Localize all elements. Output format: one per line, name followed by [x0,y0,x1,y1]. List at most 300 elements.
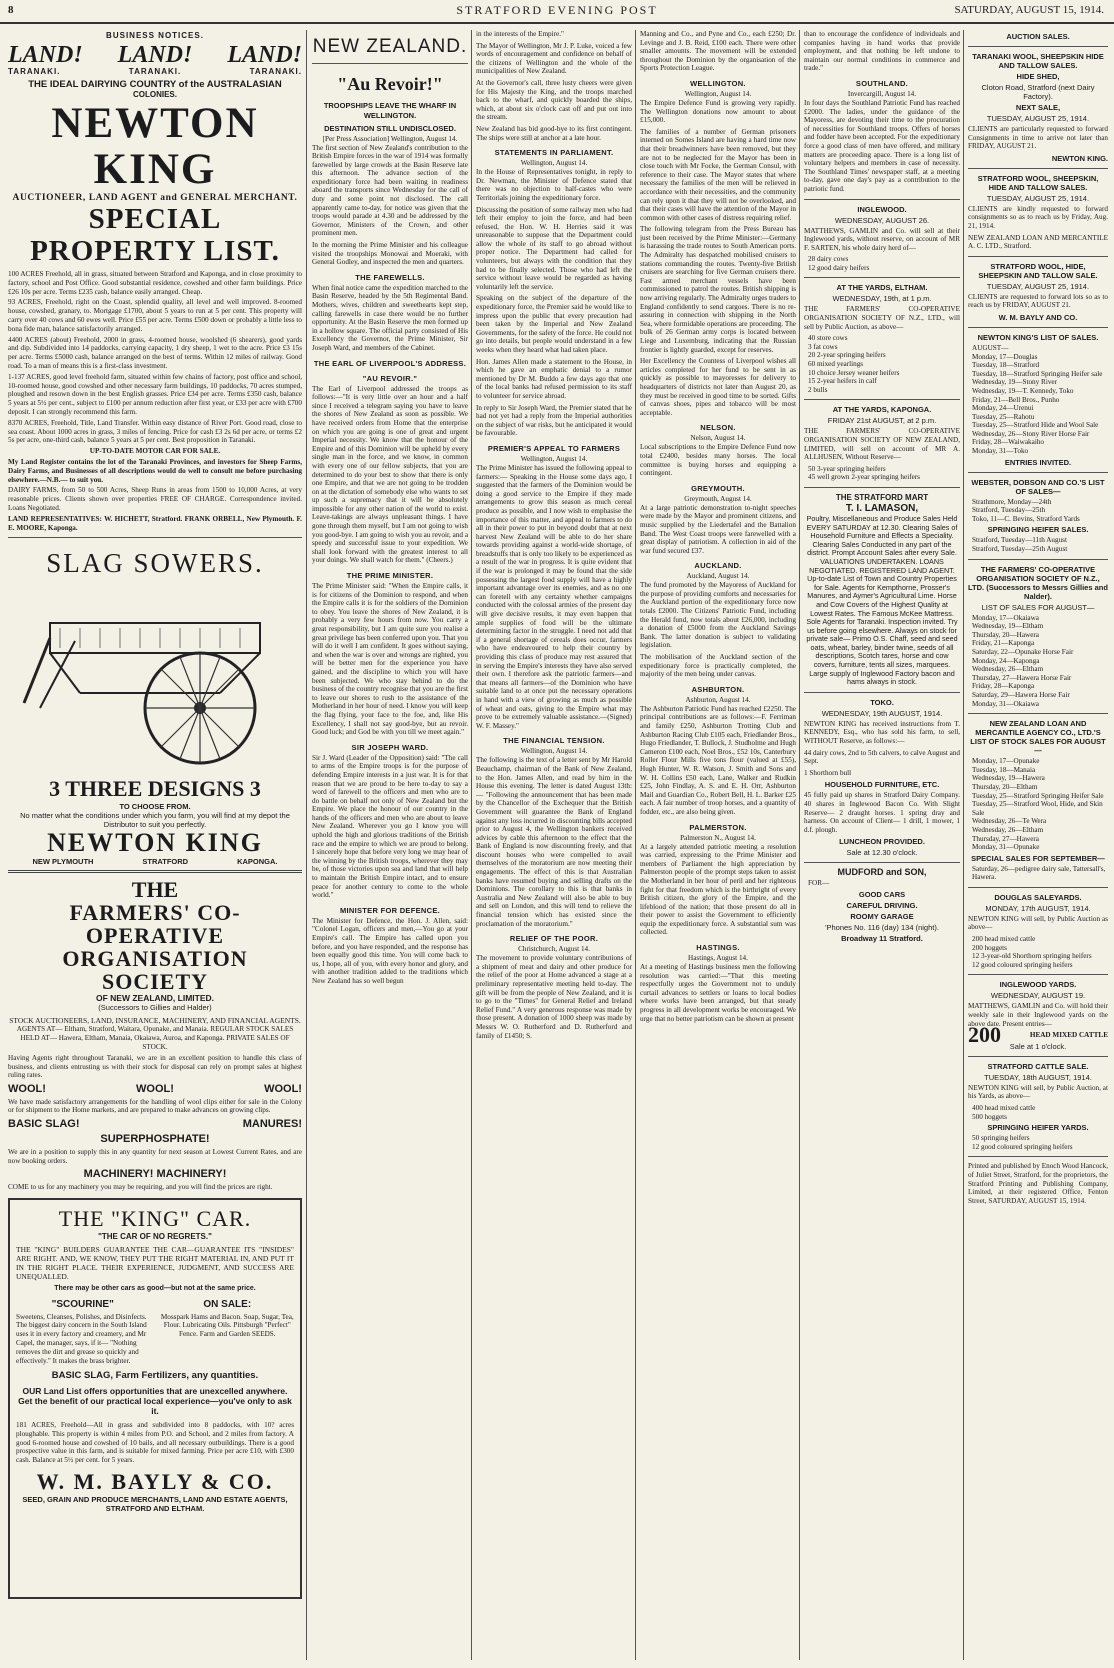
property-listings [8,270,302,532]
divider [968,559,1108,560]
column-6-auction-sales [968,30,1108,1660]
sale-entry: Friday, 21—Kaponga [972,639,1035,648]
sale-date: TUESDAY, 18th AUGUST, 1914. [984,1072,1092,1082]
mudford-heading: MUDFORD and SON, [837,867,927,878]
article-paragraph: At a large patriotic demonstration to-night speeches were made by the Mayor and prominent citizens, and music supplied by the Liedertafel and the Battalion Band. The West Coast troops were farewelled with a great display of patriotism. A collection in aid of the war fund secured £37. [640,503,796,555]
section-heading: AUCKLAND. [694,561,742,571]
sale-entry: Toko, 11—C. Bevins, Stratford Yards [972,514,1080,523]
broadway: Broadway 11 Stratford. [841,933,923,943]
sale-entry: Saturday, 29—Hawera Horse Fair [972,690,1070,699]
stratford-mart-heading: THE STRATFORD MART [835,492,929,502]
signature: NEWTON KING. [1051,153,1108,163]
slag-sower-illustration [20,583,290,773]
sale-item: 2 bulls [808,385,828,394]
sale-item: 12 good coloured springing heifers [972,1142,1073,1151]
section-heading: RELIEF OF THE POOR. [509,934,599,944]
sale-text: 45 fully paid up shares in Stratford Dairy Company. 40 shares in Inglewood Bacon Co. With Slight Reserve— 2 draught horses. 1 spring dray and harness. On account of Client— 1 drill, 1 mower, 1 d.f. plough. [804,791,960,834]
sale-entry: Thursday, 27—Hawera [972,834,1039,843]
article-paragraph: In four days the Southland Patriotic Fund has reached £2000. The ladies, under the guidance of the Mayoress, are devoting their time to the procuration of necessities for Southland troops. Offers of horses and fodder have been accepted. For the expeditionary force a good class of men have offered, and military matters are proceeding apace. There is a long list of voluntary helpers and members in case of necessity. The Southland Times' newspaper staff, at a meeting to-day, gave one day's pay as a contribution to the patriotic fund. [804,98,960,193]
article-paragraph: Speaking on the subject of the departure of the expeditionary force, the Premier said he would like to impress upon the public that every precaution had been taken by the Imperial and New Zealand Governments, for the safety of the force. He could not go into details, but people would understand in a few weeks when they heard what had taken place. [476,294,632,354]
next-sale: NEXT SALE, [1015,103,1061,112]
machinery-text: COME to us for any machinery you may be requiring, and you will find the prices are right. [8,1183,273,1192]
luncheon: LUNCHEON PROVIDED. [839,837,925,847]
sale-date: WEDNESDAY, AUGUST 19. [990,991,1086,1001]
divider [968,887,1108,888]
article-paragraph: The following is the text of a letter sent by Mr Harold Beauchamp, chairman of the Bank of New Zealand, to the Hon. James Allen, and read by him in the House this evening. The letter is dated August 13th:— "Following the announcement that has been made by the Chancellor of the Exchequer that the British Government will guarantee the Bank of England against any loss incurred in discounting bills accepted prior to August 4, the Wellington bankers received advices by cable this afternoon to the effect that the Bank of England is now discounting freely, and that discount houses who were compelled to avail themselves of the moratorium are now meeting their engagements. The effect of this is that Australian banks have resumed buying and selling drafts on the Dominions. The corollary to this is that banks in Australia and New Zealand will also be able to buy and sell on London, and this will tend to relieve the financial tension which has existed since the proclamation of the moratorium." [476,756,632,928]
dateline: Auckland, August 14. [686,572,750,581]
sale-entry: Wednesday, 26—Stony River Horse Fair [972,429,1090,438]
sale-time: Sale at 1 o'clock. [1009,1041,1067,1051]
sale-entry: Tuesday, 25—Rahotu [972,412,1035,421]
article-paragraph: When final notice came the expedition marched to the Basin Reserve, headed by the 5th Regimental Band. Mothers, wives, children and sweethearts kept step, calling farewells in case there would be no further opportunity. At the Basin Reserve the men formed up in a hollow square. The official party consisted of His Excellency the Governor, the Prime Minister, Sir Joseph Ward, and members of the Cabinet. [312,283,468,352]
having-agents-text: Having Agents right throughout Taranaki, we are in an excellent position to handle this class of business, and clients entrusting us with their stock for disposal can rely on prompt sales at highest ruling rates. [8,1054,302,1080]
masthead [0,0,1114,24]
sale-date: TUESDAY, AUGUST 25, 1914. [986,281,1090,291]
phones: 'Phones No. 116 (day) 134 (night). [825,922,939,932]
imprint: Printed and published by Enoch Wood Hancock, of Juliet Street, Stratford, for the proprietors, the Stratford Printing and Publishing Company, Limited, at their registered Office, Fenton Street, SATURDAY, AUGUST 15, 1914. [968,1162,1108,1205]
three-designs: 3 THREE DESIGNS 3 [49,776,261,802]
agents-text: AGENTS AT— Eltham, Stratford, Waitara, Opunake, and Manaia. REGULAR STOCK SALES HELD AT— Hawera, Eltham, Manaia, Okaiawa, Auroa, and Kaponga. PRIVATE SALES OF STOCK. [16,1025,294,1051]
taranaki-banner [8,67,302,76]
reps-label: LAND REPRESENTATIVES: [8,514,102,523]
scourine-block [16,1298,149,1366]
cattle-label: HEAD MIXED CATTLE [1029,1031,1108,1040]
king-car-advertisement [8,1198,302,1599]
article-paragraph: The following telegram from the Press Bureau has just been received by the Prime Minister:—Germany is harassing the trade routes to South American ports. The Admiralty has despatched mobilised cruisers to stations commanding the routes. Twenty-five British cruisers are searching for five German cruisers there. Fast armed merchant vessels have been commissioned to patrol the routes. British shipping is now arriving regularly. The Admiralty urges traders to England confidently to send cargoes. There is no re-assuring in connection with shipping in the North Sea, where formidable operations are proceeding. The bulk of 26 German army corps is located between Liege and Luxemburg, indicating that the Russian frontier is lightly guarded, except for reserves. [640,225,796,354]
seed-merchants-line: SEED, GRAIN AND PRODUCE MERCHANTS, LAND AND ESTATE AGENTS, STRATFORD AND ELTHAM. [22,1495,288,1514]
sale-heading: SPRINGING HEIFER SALES. [987,525,1089,535]
column-4-news [640,30,796,1660]
list-label: LIST OF SALES FOR AUGUST— [981,602,1095,612]
section-heading: THE FINANCIAL TENSION. [503,736,605,746]
the-word: THE [131,877,179,903]
article-paragraph: At a largely attended patriotic meeting a resolution was carried, expressing to the Prime Minister and members of Parliament the high appreciation by Palmerston people of the prompt steps taken to assist the Motherland in her hour of peril and her righteous fight for that freedom which is the birthright of every British citizen, the glory of the Empire, and the lifeblood of the nation; that those present do all in their power to assist the Government to efficiently equip the expeditionary force. A substantial sum was collected. [640,842,796,937]
sale-text: MATTHEWS, GAMLIN and Co. will sell at their Inglewood yards, without reserve, on account of MR F. SARTEN, his whole dairy herd of— [804,226,960,252]
sale-heading: AT THE YARDS, KAPONGA. [832,405,932,415]
divider [968,1156,1108,1157]
destination-heading: DESTINATION STILL UNDISCLOSED. [324,124,456,133]
issue-date: SATURDAY, AUGUST 15, 1914. [954,4,1104,16]
sale-item: 200 hoggets [972,943,1007,952]
sale-text: THE FARMERS' CO-OPERATIVE ORGANISATION SOCIETY OF N.Z., LTD., will sell by Public Auction, as above— [804,305,960,331]
section-heading: THE EARL OF LIVERPOOL'S ADDRESS. [313,358,467,368]
sale-entry: Monday, 17—Douglas [972,352,1038,361]
article-paragraph: The fund promoted by the Mayoress of Auckland for the purpose of providing comforts and necessaries for the Auckland portion of the expeditionary force now totals £2000. The Citizens' Patriotic Fund, including the Herald fund, now totals about £26,000, including a donation of £5000 from the Auckland Savings Bank. The latter donation is subject to validating legislation. [640,581,796,650]
sale-entry: Monday, 17—Okaiawa [972,613,1039,622]
sale-entry: Wednesday, 26—Eltham [972,665,1044,674]
article-paragraph: The Prime Minister said: "When the Empire calls, it is for citizens of the Dominion to respond, and when the Empire calls it is for the soldiers of the Dominion to obey. You leave the shores of New Zealand, it is probably a very few hours from now. You carry a great responsibility, but I am quite sure you realise a great privilege has been conferred upon you. That you will do it well I am confident. It goes without saying, and when the war is over and wrongs are righted, you will be better men for the experience you have gained, and the discipline to which you will have been subjected. We who stay behind to do the business of the country recognise that you are the first to leave our shores to rush to the assistance of the Motherland in her hour of need. I know you will keep the flag flying, your face to the foe, and, like His Excellency, I shall not say good-bye, but au revoir. Good luck; and God be with you till we meet again." [312,582,468,737]
sale-heading: DOUGLAS SALEYARDS. [994,892,1082,902]
listing: 4400 ACRES (about) Freehold, 2000 in grass, 4-roomed house, woolshed (6 shearers), good yards and dip. Subdivided into 14 paddocks, carrying capacity, 1 dry sheep, 1 wet to the acre. Price £3 15s per acre. Terms £5000 cash, balance arranged on the best of terms. Within 12 miles of railway. Good road. To a man of means this is a first-class investment. [8,335,302,370]
column-3-news [476,30,632,1660]
sale-entry: Thursday, 20—Hawera [972,630,1039,639]
sale-date: TUESDAY, AUGUST 25, 1914. [986,114,1090,123]
column-rule [963,30,964,1660]
sale-item: 1 Shorthorn bull [804,768,852,777]
signature: W. M. BAYLY AND CO. [998,312,1078,322]
on-sale-block [161,1298,294,1366]
sale-text: CLIENTS are particularly requested to forward Consignments in time to arrive not later than FRIDAY, AUGUST 21. [968,125,1108,151]
sale-heading: TARANAKI WOOL, SHEEPSKIN HIDE AND TALLOW SALES. [972,52,1104,70]
new-zealand-heading: NEW ZEALAND. [312,36,468,57]
section-heading: SIR JOSEPH WARD. [351,742,429,752]
sale-item: 3 fat cows [808,342,838,351]
sale-heading: THE FARMERS' CO-OPERATIVE ORGANISATION SOCIETY OF N.Z., LTD. (Successors to Messrs Gillies and Nalder). [968,564,1108,601]
sale-entry: Tuesday, 18—Manaia [972,765,1036,774]
sale-heading: INGLEWOOD. [857,204,907,214]
manures-banner [8,1118,302,1130]
divider [804,277,960,278]
acres-181-text: 181 ACRES, Freehold—All in grass and subdivided into 8 paddocks, with 10? acres ploughable. This property is within 4 miles from P.O. and School, and 2 miles from factory. A good 6-roomed house and cowshed of 10 bails, and all necessary outbuildings. There is a good prospective value in this farm, and is suitable for mixed farming. Price per acre £10, with £300 cash. Balance at 5½ per cent. for 5 years. [16,1421,294,1464]
mart-text: Poultry, Miscellaneous and Produce Sales Held EVERY SATURDAY at 12.30. Clearing Sales of Household Furniture and Effects a Speciality. Clearing Sales Conducted in any part of the district. Prompt Account Sales after every Sale. VALUATIONS UNDERTAKEN. LOANS NEGOTIATED. REGISTERED LAND AGENT. Up-to-date List of Town and Country Properties for Sale. Agents for Kempthorne, Prosser's Manures, and Aymer's Agricultural Lime. Horse and Cow Covers of the Highest Quality at Lowest Rates. The Famous McKee Mattress. Sole Agents for Taranaki. Inspection invited. Try us before going elsewhere. Always on stock for private sale— Primo O.S. Chaff, seed and seed oats, wheat, barley, binder twine, seeds of all descriptions, Scotch tares, horse and cow covers, furniture, tents all sizes, marquees. Large supply of Inglewood Factory bacon and hams always in stock. [806,513,958,687]
sale-item: 10 choice Jersey weaner heifers [808,368,900,377]
sale-entry: Monday, 17—Opunake [972,757,1040,766]
sale-date: MONDAY, 17th AUGUST, 1914. [985,903,1091,913]
dateline: Wellington, August 14. [520,747,588,756]
taranaki-word: TARANAKI. [8,67,61,76]
dateline: Wellington, August 14. [684,89,752,98]
sale-item: 50 springing heifers [972,1134,1030,1143]
basic-slag: BASIC SLAG! [8,1118,80,1131]
article-paragraph: The mobilisation of the Auckland section of the expeditionary force is practically completed, the majority of the men being under canvas. [640,653,796,679]
section-heading: MINISTER FOR DEFENCE. [339,905,441,915]
no-matter-text: No matter what the conditions under which you farm, you will find at my depot the Distributor to suit you perfectly. [20,811,290,830]
farmers-cooperative-heading: FARMERS' CO-OPERATIVE [69,900,241,949]
sale-entry: Monday, 24—Urenui [972,404,1034,413]
divider [8,537,302,538]
sale-heading: WEBSTER, DOBSON AND CO.'S LIST OF SALES— [971,477,1105,496]
listing: 1-137 ACRES, good level freehold farm, situated within few chains of factory, post office and school, 10-roomed house, good cowshed and other necessary farm buildings, 10 paddocks, 70 acres stumped, ploughed and resown down in the best English grasses. Price £34 per acre. Terms £350 cash, balance 5 years at 5½ per cent., subject to £100 per annum reduction after first year, or £33 per acre with £700 deposit. I can strongly recommend this farm. [8,372,302,416]
sale-item: 60 mixed yearlings [808,360,864,369]
king-car-subtitle: "THE CAR OF NO REGRETS." [98,1231,212,1241]
sale-date: WEDNESDAY, 19th, at 1 p.m. [832,294,932,304]
listing: 8370 ACRES, Freehold, Title, Land Transfer. Within easy distance of River Port. Good road, close to sea coast. About 1000 acres in grass, 3 miles of fencing. Price for cash £3 2s 6d per acre, or terms £2 5s per acre, one-third cash, balance 5 years at 5 per cent. Best proposition in Taranaki. [8,418,302,445]
article-paragraph: Discussing the position of some railway men who had left their employ to join the force, and had been refused, the Hon. W. H. Herries said it was unreasonable to suppose that the Department could allow the whole of its staff to go abroad without proper notice. The Department had called for volunteers, but always with the condition that they had to be finally selected. Those who had left the service without leave would be regarded as having voluntarily left the service. [476,205,632,291]
wool-word: WOOL! [136,1082,174,1095]
dateline: Wellington, August 14. [520,159,588,168]
column-2-news [312,30,468,1660]
sale-entry: Friday, 21—Bell Bros., Punho [972,395,1060,404]
sale-entry: Wednesday, 26—Te Wera [972,817,1047,826]
newton-king-sower-heading: NEWTON KING [47,828,263,858]
scourine-heading: "SCOURINE" [51,1298,114,1310]
sale-entry: Friday, 28—Kaponga [972,682,1035,691]
sale-entry: Tuesday, 25—Stratford Wool, Hide, and Skin Sale [972,800,1103,817]
sale-entry: Tuesday, 25—Stratford Hide and Wool Sale [972,421,1099,430]
wm-bayly-heading: W. M. BAYLY & CO. [36,1469,274,1495]
sale-entry: Thursday, 20—Eltham [972,782,1038,791]
sale-date: WEDNESDAY, 19th AUGUST, 1914. [821,708,943,718]
wool-text: We have made satisfactory arrangements for the handling of wool clips either for sale in the Colony or for shipment to the Home markets, and are prepared to make advances on growing clips. [8,1097,302,1115]
wool-word: WOOL! [264,1082,302,1095]
sale-item: 44 dairy cows, 2nd to 5th calvers, to calve August and Sept. [804,748,960,766]
sale-text: NEWTON KING will sell, by Public Auction, at his Yards, as above— [968,1083,1108,1101]
article-paragraph: Sir J. Ward (Leader of the Opposition) said: "The call to arms of the Empire troops is for the purpose of defending Empire interests in a just war. It is for that reason that we are proud to be here to-day to say a word of farewell to the officers and men who are to do battle on behalf not only of New Zealand but the Empire. We place the honour of our country in the hands of the officers and men who are about to leave New Zealand. Wherever you go I know you will uphold the high and glorious traditions of the British race and the empire to which we are proud to belong. I sincerely hope that before very long we may hear of the winning by the British troops, wherever they may be, of those victories upon sea and land that will help to maintain the British Empire intact, and to ensure peace for another century to come to the whole world." [312,753,468,900]
scourine-text: Sweetens, Cleanses, Polishes, and Disinfects. The biggest dairy concern in the South Island uses it in every factory and creamery, and Mr Capel, the manager, says, if it— "Nothing removes the dirt and grease so quickly and effectively." It makes the brass brighter. [16,1312,147,1365]
auctioneer-line: AUCTIONEER, LAND AGENT and GENERAL MERCHANT. [12,193,298,203]
dateline: Palmerston N., August 14. [680,833,756,842]
article-paragraph: At the Governor's call, three lusty cheers were given for His Majesty the King, and the troops marched back to the wharf, and quickly boarded the ships, which, at about six o'clock cast off and put out into the stream. [476,78,632,122]
section-heading: PREMIER'S APPEAL TO FARMERS [487,443,621,453]
scourine-section [16,1298,294,1366]
sale-heading: AT THE YARDS, ELTHAM. [836,283,928,293]
section-heading: THE FAREWELLS. [355,272,425,282]
section-heading: NELSON. [700,423,736,433]
section-heading: SOUTHLAND. [855,78,909,88]
column-5-mixed [804,30,960,1660]
sale-item: 15 2-year heifers in calf [808,377,877,386]
sale-item: 12 3-year-old Shorthorn springing heifers [972,952,1092,961]
sale-entry: Tuesday, 18—Stratford Springing Heifer sale [972,369,1103,378]
listing: 100 ACRES Freehold, all in grass, situated between Stratford and Kaponga, and in close proximity to factory, school and Post Office. Good substantial residence, cowshed and other farm buildings. Price £26 10s per acre. Terms £235 cash, balance easily arranged. Cheap. [8,270,302,296]
dateline: Invercargill, August 14. [847,89,917,98]
sale-entry: Strathmore, Monday—24th [972,497,1052,506]
of-new-zealand: OF NEW ZEALAND, LIMITED. [95,993,215,1004]
sale-entry: Wednesday, 19—Hawera [972,774,1045,783]
sale-item: 12 good dairy heifers [808,263,870,272]
sale-entry: Wednesday, 26—Eltham [972,825,1044,834]
manures: MANURES! [242,1118,302,1131]
stock-auctioneers: STOCK AUCTIONEERS, LAND, INSURANCE, MACHINERY, AND FINANCIAL AGENTS. [9,1016,301,1026]
land-word: LAND! [8,42,83,68]
listing: UP-TO-DATE MOTOR CAR FOR SALE. [89,447,221,456]
sale-text: NEWTON KING has received instructions from T. KENNEDY, Esq., who has sold his farm, to sell, WITHOUT Reserve, as follows:— [804,719,960,746]
dateline: Ashburton, August 14. [685,695,751,704]
divider [804,692,960,693]
divider [968,46,1108,47]
super-text: We are in a position to supply this in any quantity for next season at Lowest Current Rates, and are now booking orders. [8,1148,302,1165]
divider [8,870,302,873]
section-heading: STATEMENTS IN PARLIAMENT. [494,148,614,158]
dateline: Nelson, August 14. [690,434,746,443]
place: NEW PLYMOUTH [32,857,94,867]
article-paragraph: The movement to provide voluntary contributions of a shipment of meat and dairy and other produce for the relief of the poor at Home advanced a stage at a preliminary representative meeting held to-day. The gift will be from the people of New Zealand, and it is to go to the "Times" for General Relief and Ireland Relief Fund." A very generous response was made by those present. A donation of 1000 sheep was made by Messrs W. O. Rutherford and D. Rutherford and family of £1450; S. [476,954,632,1040]
divider [968,256,1108,257]
wool-banner [8,1083,302,1095]
article-paragraph: In reply to Sir Joseph Ward, the Premier stated that he had not yet had a reply from the Imperial authorities on the subject of war risks, but he anticipated it would be favourable. [476,403,632,438]
sale-item: 50 3-year springing heifers [808,464,886,473]
month-label: AUGUST— [972,343,1009,352]
land-list-line: OUR Land List offers opportunities that are unexcelled anywhere. Get the benefit of our practical local experience—you've only to ask it. [18,1386,292,1417]
article-paragraph: than to encourage the confidence of individuals and companies having in hand works that provide employment, and that nothing be left undone to maintain our normal conditions in commerce and trade." [804,30,960,73]
article-paragraph: In the House of Representatives tonight, in reply to Dr. Newman, the Minister of Defence stated that there was no objection to half-castes who were Territorials joining the expeditionary force. [476,168,632,202]
divider [312,63,468,64]
sale-item: 40 store cows [808,334,848,343]
special-sales: SPECIAL SALES FOR SEPTEMBER— [971,853,1105,863]
article-paragraph: In the morning the Prime Minister and his colleague visited the troopships Monowai and Moeraki, with General Godley, and inspected the men and quarters. [312,241,468,267]
divider [804,199,960,200]
article-paragraph: The Minister for Defence, the Hon. J. Allen, said: "Colonel Logan, officers and men,—You go at your Empire's call. The Empire has called upon you before, and you have responded, and the response has been equally good this time. You will come back to us, I hope, all of you, with every honor and glory, and with another tradition added to the traditions which New Zealand has so well begun [312,916,468,985]
sale-entry: Wednesday, 19—T. Kennedy, Toko [972,386,1074,395]
sale-entry: Tuesday, 25—Stratford Springing Heifer Sale [972,791,1104,800]
sale-heading: HOUSEHOLD FURNITURE, ETC. [824,780,940,790]
lamason-heading: T. I. LAMASON, [845,502,919,514]
land-word: LAND! [117,42,193,68]
reps-names: W. HICHETT, Stratford. FRANK ORBELL, New Plymouth. F. E. MOORE, Kaponga. [8,514,302,532]
divider [968,168,1108,169]
article-paragraph: Her Excellency the Countess of Liverpool wishes all articles completed for her fund to be sent in as quickly as possible to mayoresses for delivery to headquarters of districts not later than August 20, as they must be received in good time to be sorted. Gifts of canvas shoes, pipes and tobacco will be most acceptable. [640,357,796,417]
sale-item: 20 2-year springing heifers [808,351,886,360]
section-heading: PALMERSTON. [689,822,747,832]
column-rule [635,30,636,1660]
auction-sales-heading: AUCTION SALES. [1006,32,1070,41]
sale-entry: Tuesday, 18—Stratford [972,361,1040,370]
au-revoir-heading: "Au Revoir!" [337,74,443,94]
sale-text: MATTHEWS, GAMLIN and Co. will hold their weekly sale in their Inglewood yards on the above date. Present entries— [968,1002,1108,1028]
king-car-note: There may be other cars as good—but not at the same price. [54,1284,256,1292]
section-heading: WELLINGTON. [690,78,746,88]
article-paragraph: The families of a number of German prisoners interned on Somes Island are having a hard time now that their breadwinners have been removed, but they are not to be neglected for the Mayor has been in close touch with Mr Focke, the German Consul, with reference to their case. The Mayor states that where necessary the families of the men will be relieved in accordance with their necessities, and the community can rely upon it that they will not be overlooked, and that their cases will have the attention of the Mayor in common with other cases of distress requiring relief. [640,127,796,222]
newspaper-title: STRATFORD EVENING POST [456,3,658,17]
mudford-for: FOR— [808,879,830,888]
dateline: Christchurch, August 14. [518,945,590,954]
taranaki-word: TARANAKI. [249,67,302,76]
section-heading: THE PRIME MINISTER. [346,571,434,581]
signature: NEW ZEALAND LOAN AND MERCANTILE A. C. LTD., Stratford. [968,233,1108,251]
entries-invited: ENTRIES INVITED. [1004,457,1072,467]
article-paragraph: The Earl of Liverpool addressed the troops as follows:—"It is very little over an hour and a half since I received a telegram saying you have to leave the shores of New Zealand as soon as possible. We have received orders from Home that the enterprise on which you are going is one of great and urgent Imperial necessity. We know that the honour of the Empire and of this Dominion will be upheld by every single man in the force, and we know, in common with every one of our fellow subjects, that you are determined to do your best to show that there is only one Empire, and that we are not going to be trodden on at the dictation of somebody else who wants to set up such a supremacy that it will be absolutely impossible for any other nation of the world to exist. Leave-takings are always unpleasant things. I have gone through them myself, but I am not going to wish you good-bye. I am going to wish you au revoir, and a speedy and successful issue to your expedition. We shall look forward with the greatest interest to all your doings. We shall watch for them." (Cheers.) [312,384,468,565]
cloton-road: Cloton Road, Stratford (next Dairy Factory). [981,83,1095,101]
article-paragraph: Local subscriptions to the Empire Defence Fund now total £2400, besides many horses. The local committee is buying horses and equipping a contingent. [640,443,796,478]
ideal-dairying-line: THE IDEAL DAIRYING COUNTRY of the AUSTRALASIAN [28,79,282,90]
sale-entry: Thursday, 27—Hawera Horse Fair [972,673,1072,682]
sale-entry: Monday, 31—Opunake [972,843,1040,852]
king-car-body: THE "KING" BUILDERS GUARANTEE THE CAR—GUARANTEE ITS "INSIDES" ARE RIGHT. AND, WE KNOW, THEY PUT THE RIGHT MATERIAL IN, AND PUT IT IN THE RIGHT PLACE. THEIR EXPERIENCE, JUDGMENT, AND SUCCESS ARE UNEQUALLED. [16,1244,294,1281]
sale-item: 400 head mixed cattle [972,1104,1036,1112]
basic-slag-fertilizers: BASIC SLAG, Farm Fertilizers, any quantities. [51,1370,259,1382]
divider [968,1056,1108,1057]
dateline: Wellington, August 14. [520,454,588,463]
colonies-line: COLONIES. [132,90,177,99]
land-banner [8,43,302,67]
newton-king-heading: NEWTON KING [51,100,259,193]
divider [804,399,960,400]
roomy-garage: ROOMY GARAGE [850,911,914,921]
sale-entry: Monday, 24—Kaponga [972,656,1040,665]
business-notices-heading: BUSINESS NOTICES. [106,31,204,40]
divider [968,974,1108,975]
taranaki-word: TARANAKI. [128,67,182,76]
sale-heading: NEW ZEALAND LOAN AND MERCANTILE AGENCY CO., LTD.'S LIST OF STOCK SALES FOR AUGUST— [970,719,1106,756]
sale-heading: INGLEWOOD YARDS. [999,980,1077,990]
column-rule [471,30,472,1660]
section-heading: ASHBURTON. [691,684,745,694]
article-paragraph: Manning and Co., and Pyne and Co., each £250; Dr. Levinge and J. B. Reid, £100 each. There were other smaller amounts. The movement will be extended throughout the Dominion by the organisation of the Sports Protection League. [640,30,796,73]
successors-line: (Successors to Gillies and Halder) [98,1003,212,1013]
divider [968,327,1108,328]
column-1-advertisements [8,30,302,1660]
article-paragraph: in the interests of the Empire." [476,30,564,38]
good-cars: GOOD CARS [858,889,906,899]
land-representatives [8,515,302,533]
sale-text: NEWTON KING will sell, by Public Auction as above— [968,914,1108,932]
divider [968,472,1108,473]
sale-entry: Monday, 31—Toko [972,447,1029,456]
article-paragraph: The first section of New Zealand's contribution to the British Empire forces in the war of 1914 was formally farewelled by large crowds at the Basin Reserve late this afternoon. The advance section of the expeditionary force had been waiting in readiness aboard the transports since Wednesday for the call of duty and some point not disclosed. The call apparently came to-day, for notice was given that the troops would parade at 4.30 and be addressed by the Governor, Ministers of the Crown, and other prominent men. [312,143,468,238]
dateline: Greymouth, August 14. [684,494,752,503]
article-paragraph: The Prime Minister has issued the following appeal to farmers:— Speaking in the House some days ago, I suggested that the farmers of the Dominion would be doing a good service to the Empire if they made arrangements to grow this season as much cereal produce as possible, and I now wish to emphasise the importance of this matter, and appeal to farmers to do all in their power to put in beyond doubt that at next harvest New Zealand will be able to do her share towards providing against a world-wide shortage, of breadstuffs that is only too likely to be experienced as a result of the war in progress. It is quite evident that if the war is prolonged it may be found that the side possessing the largest food supply will have a highly important advantage over its enemies, and as no one can foretell with any certainty whether campaigns conducted with the colossal armies of the present day will give decisive results, it may even happen that ample supplies of food will be the ultimate determining factor in the struggle. I need not add that if a general shortage of cereals does occur, farmers who have endeavoured to help their country by providing this class of produce may rest assured that in serving the Empire's interests they have also served their own. I therefore ask the patriotic farmers—and that means all farmers—of the Dominion who have suitable land to at once put the necessary operations in hand with a view of growing as much as possible of wheat and oats, giving to the Empire what may prove to be extremely valuable assistance.—(Signed) W. F. Massey." [476,463,632,730]
sale-item: 200 head mixed cattle [972,935,1036,944]
divider [804,487,960,488]
press-dateline: [Per Press Association] Wellington, August 14. [322,134,458,143]
page-number: 8 [8,4,14,16]
careful-driving: CAREFUL DRIVING. [846,900,918,910]
divider [968,713,1108,714]
sale-date: FRIDAY 21st AUGUST, at 2 p.m. [827,416,937,426]
on-sale-heading: ON SALE: [203,1298,252,1310]
sale-heading: STRATFORD WOOL, HIDE, SHEEPSKIN AND TALLOW SALE. [978,261,1098,280]
sale-heading: TOKO. [870,697,894,707]
sale-heading: SPRINGING HEIFER YARDS. [987,1123,1089,1133]
to-choose-from: TO CHOOSE FROM. [119,802,191,812]
troopships-heading: TROOPSHIPS LEAVE THE WHARF IN WELLINGTON. [323,101,457,120]
king-car-title: THE "KING" CAR. [58,1205,252,1231]
sale-item: 500 hoggets [972,1112,1007,1121]
article-paragraph: The Mayor of Wellington, Mr J. P. Luke, voiced a few words of encouragement and confidence on behalf of the citizens of Wellington and the whole of the municipalities of New Zealand. [476,41,632,76]
sale-entry: Stratford, Tuesday—11th August [972,536,1067,545]
sale-entry: Wednesday, 19—Eltham [972,622,1044,631]
machinery: MACHINERY! MACHINERY! [83,1168,227,1181]
land-word: LAND! [227,42,302,68]
sale-heading: STRATFORD WOOL, SHEEPSKIN, HIDE AND TALLOW SALES. [977,173,1099,192]
section-heading: HASTINGS. [696,943,740,953]
organisation-society-heading: ORGANISATION SOCIETY [62,946,248,995]
article-paragraph: New Zealand has bid good-bye to its first contingent. The ships were still at anchor at a late hour. [476,124,632,142]
sale-entry: Monday, 31—Okaiawa [972,699,1039,708]
cattle-count: 200 [968,1022,1001,1048]
article-paragraph: The Empire Defence Fund is growing very rapidly. The Wellington donations now amount to about £15,000. [640,98,796,125]
column-rule [799,30,800,1660]
sale-item: 28 dairy cows [808,255,849,264]
article-paragraph: At a meeting of Hastings business men the following resolution was carried:—"That this meeting respectfully urges the Government not to unduly curtail advances to settlers or loans to local bodies where works have been arranged, but that steady progress in all development works be encouraged. We urge that no better patriotism can be shown at present [640,963,796,1023]
listing: 93 ACRES, Freehold, right on the Coast, splendid quality, all level and well improved. 8-roomed house, cowshed, granary, to. Mortgage £1700, about 5 years to run at 5 per cent. This property will carry over 40 cows and 60 ewes well. Price £55 per acre. Terms £500 down or probably a little less to bona fide man, balance satisfactorily arranged. [8,298,302,333]
place: KAPONGA. [237,857,278,867]
sale-heading: NEWTON KING'S LIST OF SALES. [977,332,1099,342]
sale-date: TUESDAY, AUGUST 25, 1914. [986,193,1090,203]
sale-entry: Wednesday, 19—Stony River [972,378,1057,387]
dateline: Hastings, August 14. [688,954,748,963]
special-property-heading: SPECIAL PROPERTY LIST. [30,203,280,267]
listing: My Land Register contains the lot of the Taranaki Provinces, and investors for Sheep Farms, Dairy Farms, and Businesses of all descriptions would do well to consult me before purchasing elsewhere.—N.B.— to suit you. [8,457,302,484]
sale-text: CLIENTS are requested to forward lots so as to reach us by FRIDAY, AUGUST 21. [968,292,1108,310]
superphosphate: SUPERPHOSPHATE! [100,1133,210,1146]
column-rule [306,30,307,1660]
sale-heading: STRATFORD CATTLE SALE. [987,1061,1089,1071]
article-paragraph: The Ashburton Patriotic Fund has reached £2250. The principal contributions are as follows:—F. Ferriman and family £250, Ashburton Trotting Club and Ashburton Racing Club £105 each, Friedlander Bros., Hugo Friedlander, T. Bullock, J. Studholme and Hugh Cameron £100 each, Noel Bros., £52 10s, Canterbury Roller Flour Mills five tons flour (valued at £55), Hugh Hunter, W. R. Watson, J. Smith and Sons and W. H. Collins £50 each, Lane, Walker and Rudkin £25, John Findlay, A. S. and E. H. Orr, Ashburton Mail and Guardian Co., Robert Bell, H. L. Barker £25 each. A fair number of troop horses, and a quantity of fodder, etc., are also being given. [640,704,796,816]
article-paragraph: Hon. James Allen made a statement to the House, in which he gave an emphatic denial to a rumor mentioned by Dr M. Buddo a few days ago that one of the local banks had refused permission to its staff to volunteer for service abroad. [476,357,632,400]
section-heading: "AU REVOIR." [362,373,418,383]
on-sale-text: Mosspark Hams and Bacon. Soap, Sugar, Tea, Flour. Lubricating Oils. Pittsburgh "Perfect" Fence. Farm and Garden SEEDS. [160,1312,294,1339]
sale-date: WEDNESDAY, AUGUST 26. [834,215,930,225]
sale-entry: Stratford, Tuesday—25th [972,506,1046,515]
wool-word: WOOL! [8,1082,46,1095]
sale-entry: Stratford, Tuesday—25th August [972,545,1068,554]
place: STRATFORD [142,857,189,867]
sale-entry: Saturday, 26—pedigree dairy sale, Tattersall's, Hawera. [972,864,1106,882]
branch-places [8,857,302,866]
hide-shed: HIDE SHED, [1016,72,1060,81]
sale-item: 12 good coloured springing heifers [972,960,1073,969]
sale-text: CLIENTS are kindly requested to forward consignments so as to reach us by Friday, Aug. 21, 1914. [968,204,1108,230]
sale-text: THE FARMERS' CO-OPERATIVE ORGANISATION SOCIETY OF NEW ZEALAND, LIMITED, will sell on account of MR A. ALLHUSEN, Without Reserve— [804,427,960,462]
sale-time: Sale at 12.30 o'clock. [846,848,918,858]
sale-entry: Friday, 28—Waiwakaiho [972,438,1045,447]
listing: DAIRY FARMS, from 50 to 500 Acres, Sheep Runs in areas from 1500 to 10,000 Acres, at very reasonable prices. Clients shown over properties FREE OF CHARGE. Correspondence invited. Loans Negotiated. [8,486,302,512]
divider [804,862,960,863]
section-heading: GREYMOUTH. [691,483,745,493]
sale-item: 45 well grown 2-year springing heifers [808,473,920,482]
slag-sowers-heading: SLAG SOWERS. [46,548,264,579]
